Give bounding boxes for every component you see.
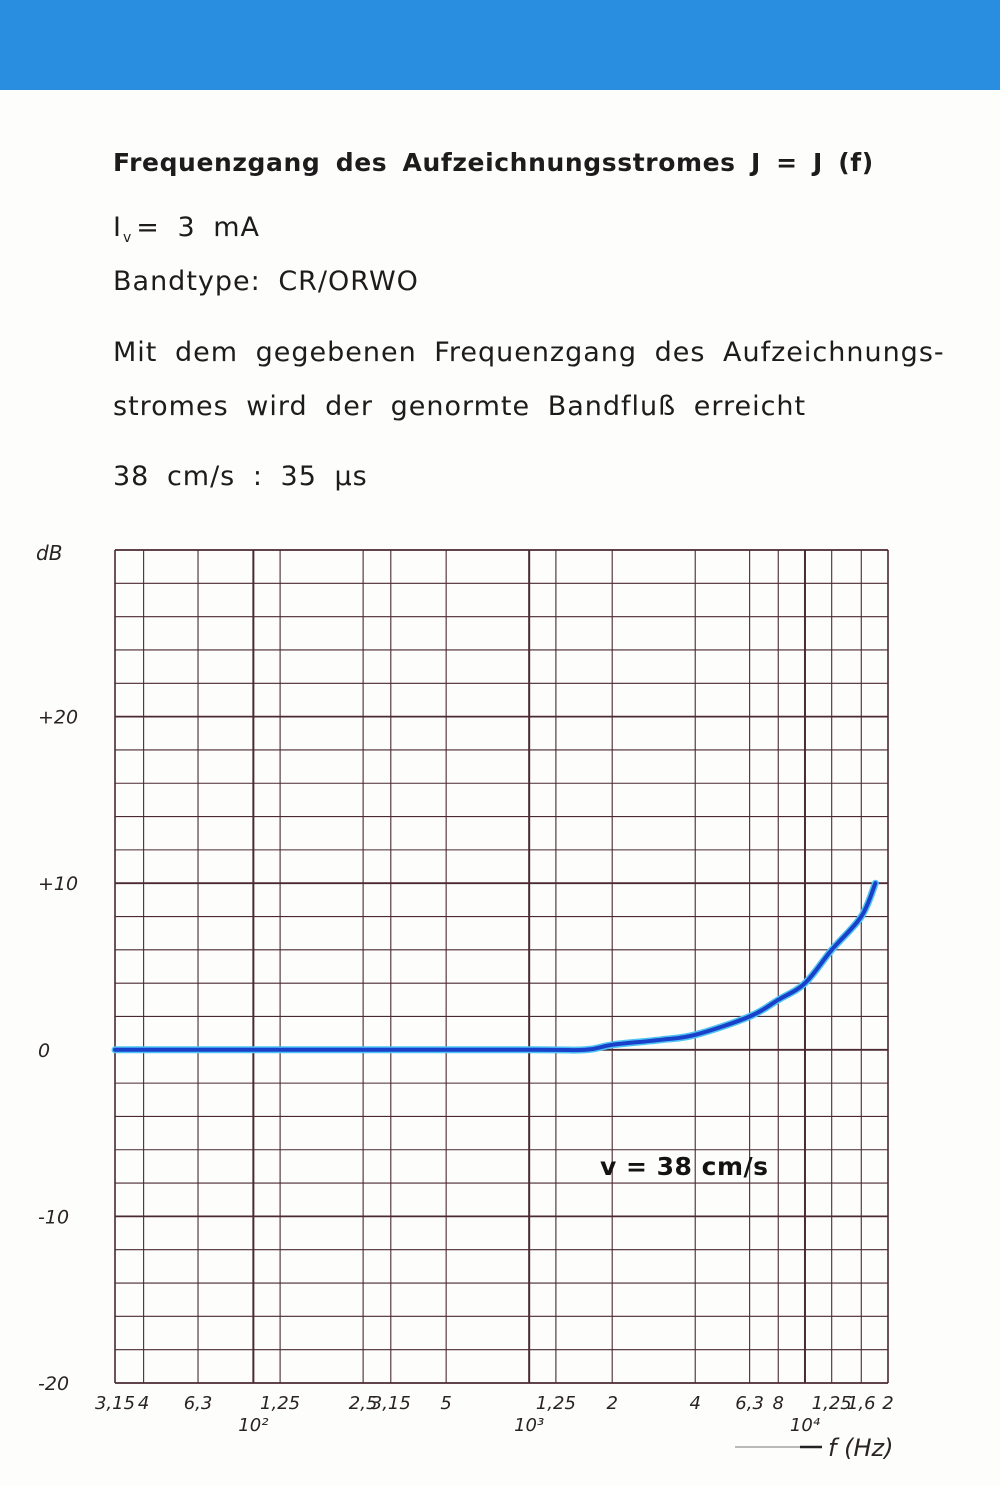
x-decade-label: 10² bbox=[238, 1415, 269, 1436]
y-tick-label: -20 bbox=[38, 1373, 70, 1395]
x-tick-label: 2 bbox=[882, 1393, 894, 1414]
description-line-1: Mit dem gegebenen Frequenzgang des Aufzeichnungs- bbox=[113, 337, 945, 368]
bias-current-symbol: I bbox=[113, 212, 122, 243]
x-tick-label: 1,25 bbox=[535, 1393, 576, 1414]
y-tick-label: +10 bbox=[38, 873, 79, 896]
x-decade-label: 10⁴ bbox=[789, 1415, 821, 1436]
x-tick-label: 8 bbox=[772, 1393, 784, 1414]
x-tick-label: 2 bbox=[606, 1393, 618, 1414]
description-line-2: stromes wird der genormte Bandfluß erreicht bbox=[113, 391, 807, 422]
y-axis-label: dB bbox=[36, 541, 63, 565]
x-tick-label: 3,15 bbox=[370, 1393, 411, 1414]
x-tick-label: 6,3 bbox=[183, 1393, 213, 1414]
y-tick-label: -10 bbox=[38, 1206, 70, 1229]
x-tick-label: 6,3 bbox=[735, 1393, 764, 1414]
x-tick-label: 4 bbox=[689, 1393, 701, 1414]
x-tick-label: 1,25 bbox=[260, 1393, 301, 1414]
y-tick-label: 0 bbox=[38, 1039, 51, 1062]
x-decade-label: 10³ bbox=[514, 1415, 545, 1436]
x-tick-label: 2,5 bbox=[348, 1393, 378, 1414]
x-tick-label: 5 bbox=[440, 1393, 452, 1414]
curve-label: v = 38 cm/s bbox=[600, 1152, 769, 1181]
curve-glow bbox=[115, 883, 875, 1050]
response-curve bbox=[115, 883, 875, 1050]
x-axis-label: f (Hz) bbox=[828, 1434, 894, 1462]
y-tick-label: +20 bbox=[38, 706, 79, 729]
x-tick-label: 4 bbox=[137, 1393, 150, 1414]
tape-type: Bandtype: CR/ORWO bbox=[113, 266, 419, 297]
page-title: Frequenzgang des Aufzeichnungsstromes J = J (f) bbox=[113, 148, 874, 177]
bias-current-value: = 3 mA bbox=[136, 212, 261, 243]
x-tick-label: 3,15 bbox=[94, 1393, 136, 1414]
bias-current-subscript: v bbox=[122, 230, 133, 246]
x-tick-label: 1,25 bbox=[811, 1393, 852, 1414]
x-tick-label: 1,6 bbox=[846, 1393, 876, 1414]
equalization: 38 cm/s : 35 µs bbox=[113, 461, 368, 492]
